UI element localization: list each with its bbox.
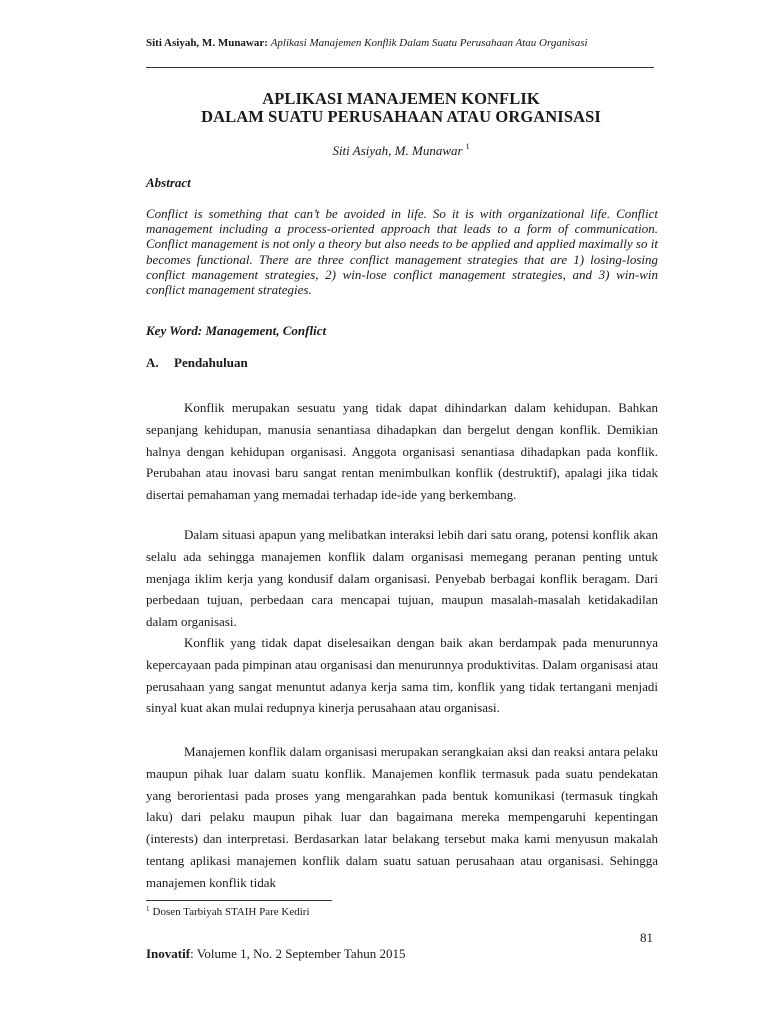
author-footnote-mark: 1	[465, 142, 470, 151]
running-header-authors: Siti Asiyah, M. Munawar:	[146, 37, 268, 49]
section-heading	[146, 355, 248, 371]
running-header	[146, 38, 656, 49]
journal-details: : Volume 1, No. 2 September Tahun 2015	[190, 946, 406, 961]
journal-footer	[146, 946, 405, 962]
keywords: Key Word: Management, Conflict	[146, 323, 327, 338]
journal-name: Inovatif	[146, 946, 191, 961]
body-paragraph: Konflik yang tidak dapat diselesaikan dengan baik akan berdampak pada menurunnya kepercayaan pada pimpinan atau organisasi dan menurunnya produktivitas. Dalam organisasi atau perusahaan yang sangat menuntut adanya kerja sama tim, konflik yang tidak tertangani menjadi sinyal kuat akan mulai redupnya kinerja perusahaan atau organisasi.	[146, 635, 658, 716]
paper-title	[146, 90, 656, 126]
footnote-text: Dosen Tarbiyah STAIH Pare Kediri	[152, 906, 310, 918]
paper-authors	[146, 142, 656, 159]
paper-title-line-1: APLIKASI MANAJEMEN KONFLIK	[262, 89, 540, 108]
running-header-title: Aplikasi Manajemen Konflik Dalam Suatu Perusahaan Atau Organisasi	[270, 37, 588, 49]
footnote	[146, 905, 310, 918]
footnote-rule	[146, 900, 332, 901]
section-title: Pendahuluan	[174, 355, 248, 370]
abstract-text: Conflict is something that can’t be avoided in life. So it is with organizational life. Conflict management including a process-oriented approach that leads to a form of communication. Conflict management is not only a theory but also needs to be applied and applied maximally so it becomes functional. There are three conflict management strategies that are 1) losing-losing conflict management strategies, 2) win-lose conflict management strategies, and 3) win-win conflict management strategies.	[146, 206, 658, 298]
section-number: A.	[146, 355, 159, 370]
abstract-heading: Abstract	[146, 175, 191, 190]
body-paragraph: Manajemen konflik dalam organisasi merupakan serangkaian aksi dan reaksi antara pelaku maupun pihak luar dalam suatu konflik. Manajemen konflik termasuk pada suatu pendekatan yang berorientasi pada proses yang mengarahkan pada bentuk komunikasi (termasuk tingkah laku) dari pelaku maupun pihak luar dan bagaimana mereka mempengaruhi kepentingan (interests) dan interpretasi. Berdasarkan latar belakang tersebut maka kami menyusun makalah tentang aplikasi manajemen konflik dalam suatu satuan perusahaan atau organisasi. Sehingga manajemen konflik tidak	[146, 744, 658, 890]
page-number: 81	[640, 930, 653, 945]
header-rule	[146, 67, 654, 68]
body-paragraph: Dalam situasi apapun yang melibatkan interaksi lebih dari satu orang, potensi konflik akan selalu ada sehingga manajemen konflik dalam organisasi memegang peranan penting untuk menjaga iklim kerja yang kondusif dalam organisasi. Penyebab berbagai konflik beragam. Dari perbedaan tujuan, perbedaan cara mencapai tujuan, maupun masalah-masalah ketidakadilan dalam organisasi.	[146, 527, 658, 630]
paper-title-line-2: DALAM SUATU PERUSAHAAN ATAU ORGANISASI	[201, 107, 601, 126]
footnote-mark: 1	[146, 905, 150, 913]
body-paragraph: Konflik merupakan sesuatu yang tidak dapat dihindarkan dalam kehidupan. Bahkan sepanjang kehidupan, manusia senantiasa dihadapkan dan bergelut dengan konflik. Demikian halnya dengan kehidupan organisasi. Anggota organisasi senantiasa dihadapkan pada konflik. Perubahan atau inovasi baru sangat rentan menimbulkan konflik (destruktif), apalagi jika tidak disertai pemahaman yang memadai terhadap ide-ide yang berkembang.	[146, 400, 658, 503]
author-names: Siti Asiyah, M. Munawar	[332, 143, 463, 158]
